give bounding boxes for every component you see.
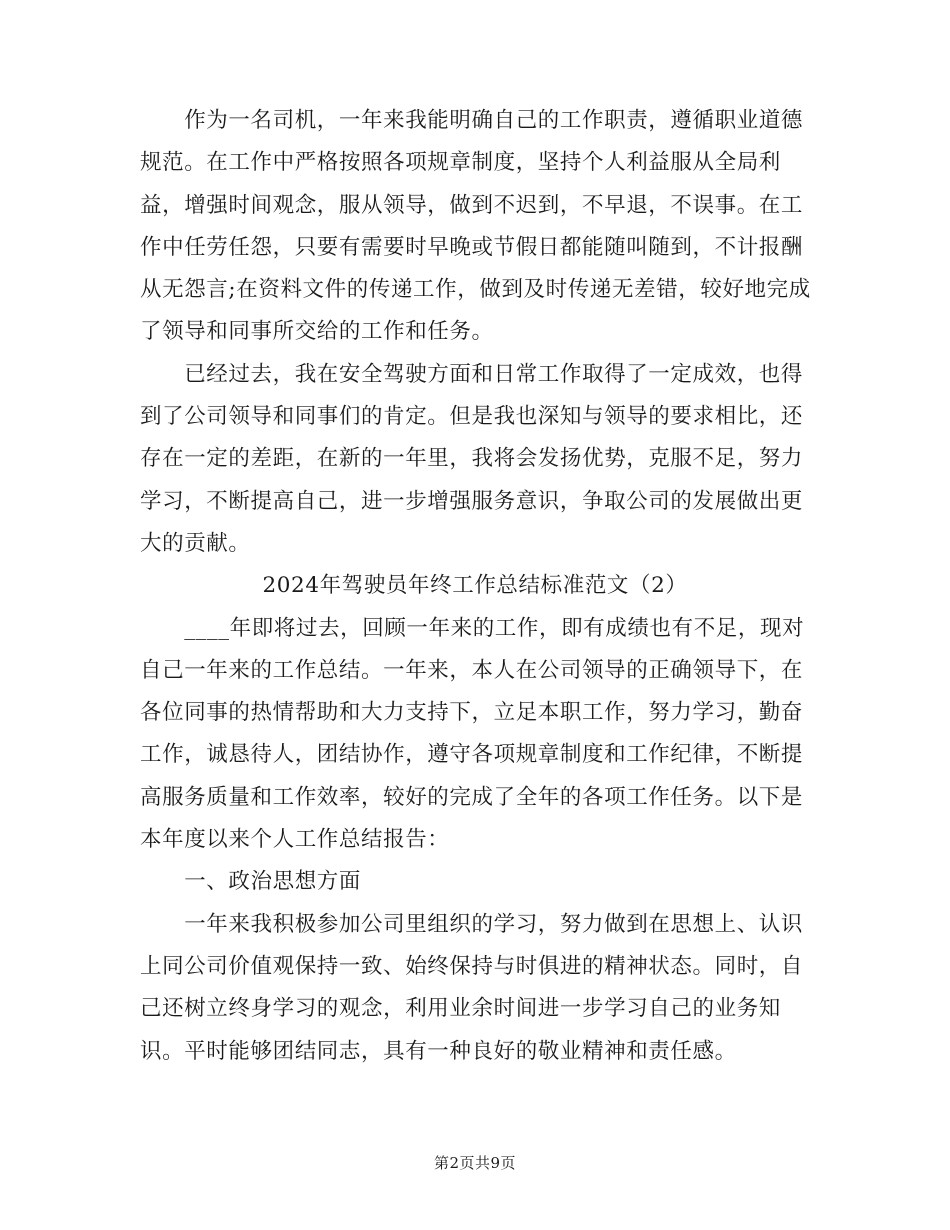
text-line: 作为一名司机，一年来我能明确自己的工作职责，遵循职业道德 xyxy=(140,108,804,133)
text-line: 存在一定的差距，在新的一年里，我将会发扬优势，克服不足，努力 xyxy=(140,446,804,472)
section-title: 2024年驾驶员年终工作总结标准范文（2） xyxy=(262,573,688,599)
text-line: 己还树立终身学习的观念，利用业余时间进一步学习自己的业务知 xyxy=(140,996,781,1022)
document-body xyxy=(140,100,810,1073)
paragraph-2 xyxy=(140,354,810,565)
text-line: 从无怨言;在资料文件的传递工作，做到及时传递无差错，较好地完成 xyxy=(140,277,811,303)
text-line: 了领导和同事所交给的工作和任务。 xyxy=(140,319,494,345)
text-line: 各位同事的热情帮助和大力支持下，立足本职工作，努力学习，勤奋 xyxy=(140,700,804,726)
text-line: 作中任劳任怨，只要有需要时早晚或节假日都能随叫随到，不计报酬 xyxy=(140,234,804,260)
text-line: 上同公司价值观保持一致、始终保持与时俱进的精神状态。同时，自 xyxy=(140,953,804,979)
text-line: 益，增强时间观念，服从领导，做到不迟到，不早退，不误事。在工 xyxy=(140,192,804,218)
text-line: 已经过去，我在安全驾驶方面和日常工作取得了一定成效，也得 xyxy=(140,361,804,387)
text-line: 规范。在工作中严格按照各项规章制度，坚持个人利益服从全局利 xyxy=(140,150,781,176)
page-number-footer: 第2页共9页 xyxy=(433,1154,517,1172)
text-line: 高服务质量和工作效率，较好的完成了全年的各项工作任务。以下是 xyxy=(140,784,804,810)
heading-political-thought: 一、政治思想方面 xyxy=(140,869,362,895)
text-line: 一年来我积极参加公司里组织的学习，努力做到在思想上、认识 xyxy=(140,911,804,937)
text-line: 识。平时能够团结同志，具有一种良好的敬业精神和责任感。 xyxy=(140,1038,737,1064)
paragraph-4 xyxy=(140,904,810,1073)
text-line: 学习，不断提高自己，进一步增强服务意识，争取公司的发展做出更 xyxy=(140,488,804,514)
text-line: 到了公司领导和同事们的肯定。但是我也深知与领导的要求相比，还 xyxy=(140,404,804,430)
text-line: 大的贡献。 xyxy=(140,530,251,556)
text-line: 工作，诚恳待人，团结协作，遵守各项规章制度和工作纪律，不断提 xyxy=(140,742,804,768)
text-line: ____年即将过去，回顾一年来的工作，即有成绩也有不足，现对 xyxy=(140,615,805,641)
paragraph-1 xyxy=(140,100,810,354)
paragraph-3 xyxy=(140,608,810,862)
text-line: 本年度以来个人工作总结报告： xyxy=(140,827,450,853)
text-line: 自己一年来的工作总结。一年来，本人在公司领导的正确领导下，在 xyxy=(140,657,804,683)
